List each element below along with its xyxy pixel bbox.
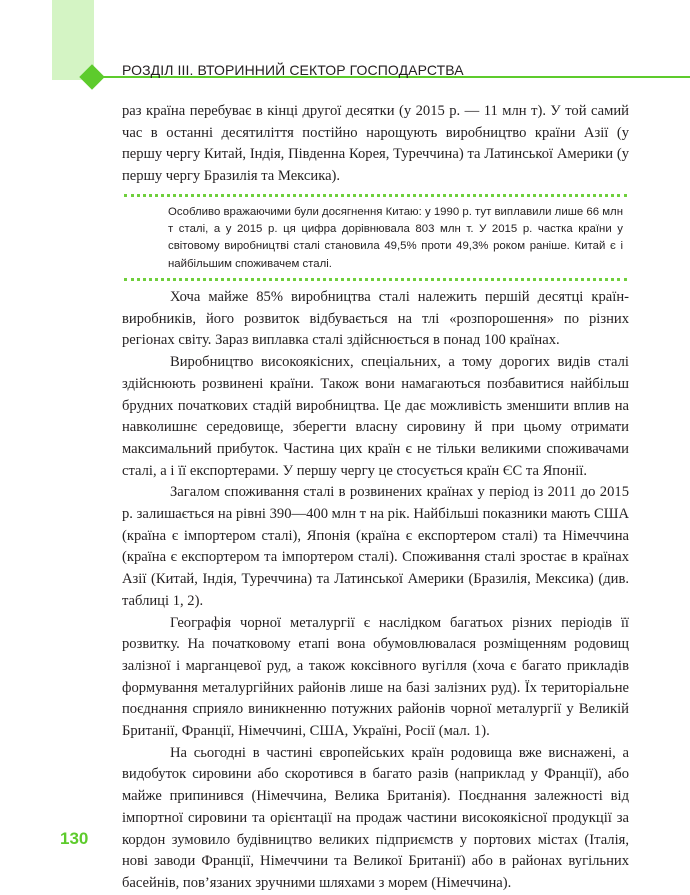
page-body xyxy=(122,101,629,895)
paragraph: Географія чорної металургії є наслідком багатьох різних періодів її розвитку. На початковому етапі вона обумовлювалася розміщенням родовищ залізної і марганцевої руд, а також коксівного вугілля (хоча є багато прикладів формування металургійних районів лише на базі залізних руд). Їх територіальне поєднання сприяло виникненню потужних районів чорної металургії у Великій Британії, Франції, Німеччині, США, Україні, Росії (мал. 1). xyxy=(122,614,629,740)
page-number: 130 xyxy=(60,829,89,848)
paragraph: Загалом споживання сталі в розвинених країнах у період із 2011 до 2015 р. залишається на рівні 390—400 млн т на рік. Найбільші показники мають США (країна є імпортером сталі), Японія (країна є експортером сталі) та Німеччина (країна є експортером та імпортером сталі). Споживання сталі зростає в країнах Азії (Китай, Індія, Туреччина) та Латинської Америки (Бразилія, Мексика) (див. таблиці 1, 2). xyxy=(122,484,629,609)
note-box-text: Особливо вражаючими були досягнення Китаю: у 1990 р. тут виплавили лише 66 млн т сталі, а у 2015 р. ця цифра дорівнювала 803 млн т. У 2015 р. частка країни у світовому виробництві сталі становила 49,5% проти 49,3% роком раніше. Китай є і найбільшим споживачем сталі. xyxy=(168,205,623,270)
section-title: РОЗДІЛ ІІІ. ВТОРИННИЙ СЕКТОР ГОСПОДАРСТВА xyxy=(122,62,464,78)
note-box xyxy=(122,194,629,281)
paragraph: На сьогодні в частині європейських країн родовища вже виснажені, а видобуток сировини або скоротився в багато разів (наприклад у Франції), або майже припинився (Німеччина, Велика Британія). Поєднання залежності від імпортної сировини та орієнтації на продаж частини високоякісної продукції за кордон зумовило будівництво великих підприємств у портових містах (Італія, нові заводи Франції, Німеччини та Великої Британії) або в районах вугільних басейнів, пов’язаних зручними шляхами з морем (Німеччина). xyxy=(122,744,629,891)
note-box-bottom-border xyxy=(124,278,627,281)
paragraph-intro: раз країна перебуває в кінці другої десятки (у 2015 р. — 11 млн т). У той самий час в останні десятиліття постійно нарощують виробництво країни Азії (у першу чергу Китай, Індія, Південна Корея, Туреччина) та Латинської Америки (у першу чергу Бразилія та Мексика). xyxy=(122,103,629,185)
paragraph: Виробництво високоякісних, спеціальних, а тому дорогих видів сталі здійснюють розвинені країни. Також вони намагаються позбавитися найбільш брудних початкових стадій виробництва. Це дає можливість зменшити вплив на навколишнє середовище, зберегти власну сировину й при цьому отримати максимальний прибуток. Частина цих країн є не тільки великими споживачами сталі, а і її експортерами. У першу чергу це стосується країн ЄС та Японії. xyxy=(122,354,629,479)
paragraph: Хоча майже 85% виробництва сталі належить першій десятці країн-виробників, його розвиток відбувається на тлі «розпорошення» по різних регіонах світу. Зараз виплавка сталі здійснюється в понад 100 країнах. xyxy=(122,289,629,349)
